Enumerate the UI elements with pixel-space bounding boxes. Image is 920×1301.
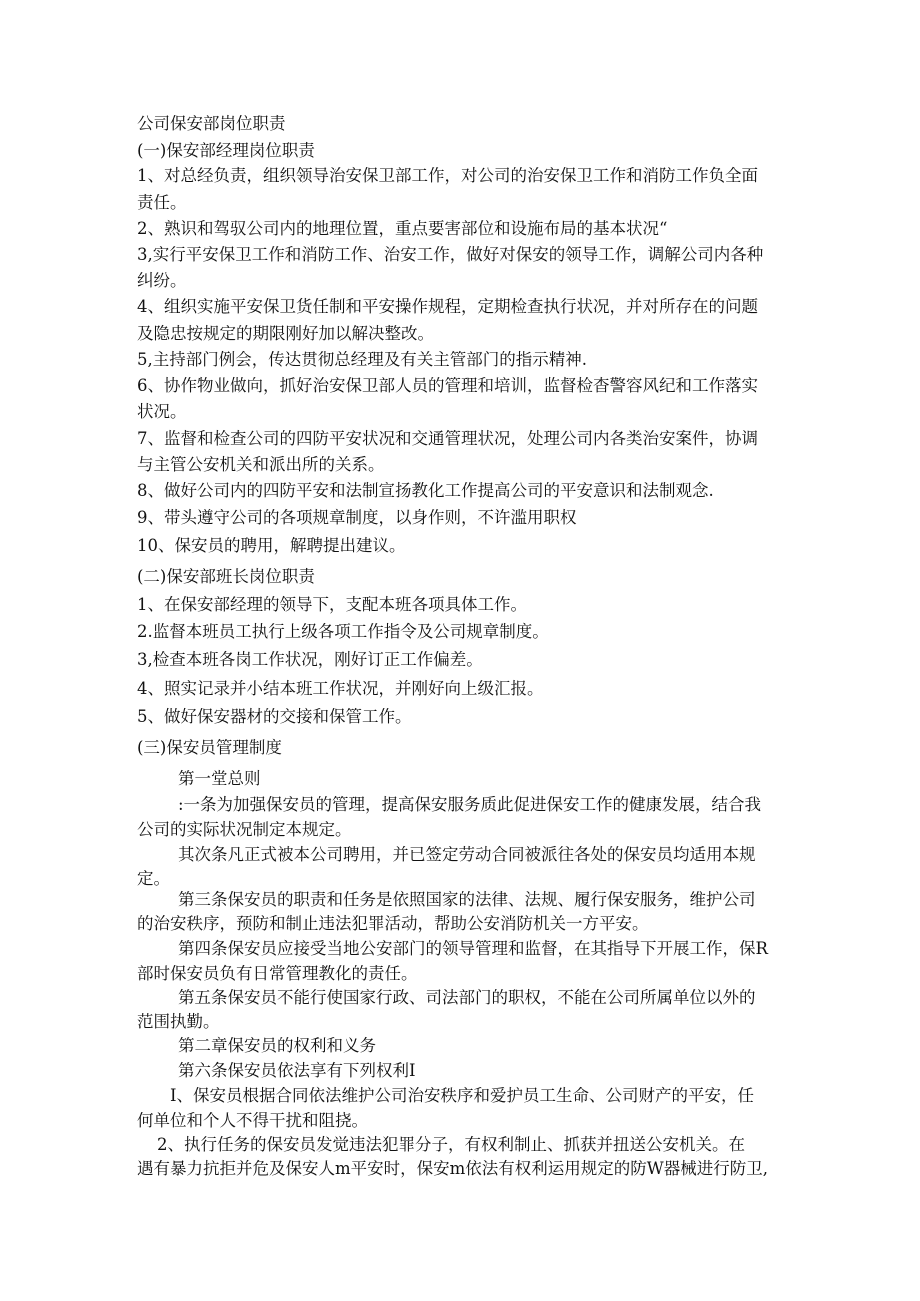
paragraph-line: 7、监督和检查公司的四防平安状况和交通管理状况，处理公司内各类治安案件，协调 xyxy=(137,429,758,448)
paragraph-line: 的治安秩序，预防和制止违法犯罪活动，帮助公安消防机关一方平安。 xyxy=(137,914,649,933)
paragraph-line: 3,检查本班各岗工作状况，刚好订正工作偏差。 xyxy=(137,650,483,669)
paragraph-line: 及隐忠按规定的期限刚好加以解决整改。 xyxy=(137,324,434,343)
paragraph-line: 5、做好保安器材的交接和保管工作。 xyxy=(137,707,412,726)
paragraph-line: 2、熟识和驾驭公司内的地理位置，重点要害部位和设施布局的基本状况“ xyxy=(137,219,668,238)
paragraph-line: 遇有暴力抗拒并危及保安人m平安时，保安m依法有权利运用规定的防W器械进行防卫, xyxy=(137,1159,768,1178)
paragraph-line: 责任。 xyxy=(137,193,187,212)
document-title: 公司保安部岗位职责 xyxy=(137,114,286,133)
paragraph-line: 4、照实记录并小结本班工作状况，并刚好向上级汇报。 xyxy=(137,679,544,698)
paragraph-line: 9、带头遵守公司的各项规章制度，以身作则，不许滥用职权 xyxy=(137,508,577,527)
paragraph-line: 1、在保安部经理的领导下，支配本班各项具体工作。 xyxy=(137,595,527,614)
paragraph-line: 第六条保安员依法享有下列权利I xyxy=(178,1061,416,1080)
paragraph-line: 公司的实际状况制定本规定。 xyxy=(137,820,352,839)
paragraph-line: 定。 xyxy=(137,869,170,888)
paragraph-line: 2.监督本班员工执行上级各项工作指令及公司规章制度。 xyxy=(137,622,549,641)
paragraph-line: 范围执勤。 xyxy=(137,1012,220,1031)
section-heading: (一)保安部经理岗位职责 xyxy=(137,141,315,160)
paragraph-line: 5,主持部门例会，传达贯彻总经理及有关主管部门的指示精神. xyxy=(137,350,587,369)
chapter-heading: 第二章保安员的权利和义务 xyxy=(178,1036,376,1055)
paragraph-line: 2、执行任务的保安员发觉违法犯罪分子，有权利制止、抓获并扭送公安机关。在 xyxy=(157,1135,745,1154)
paragraph-line: 10、保安员的聘用，解聘提出建议。 xyxy=(137,536,406,555)
paragraph-line: 与主管公安机关和派出所的关系。 xyxy=(137,455,385,474)
paragraph-line: 4、组织实施平安保卫货任制和平安操作规程，定期检查执行状况，并对所存在的问题 xyxy=(137,297,758,316)
paragraph-line: 第三条保安员的职责和任务是依照国家的法律、法规、履行保安服务，维护公司 xyxy=(178,890,756,909)
paragraph-line: 部时保安员负有日常管理教化的责任。 xyxy=(137,964,418,983)
paragraph-line: 3,实行平安保卫工作和消防工作、治安工作，做好对保安的领导工作，调解公司内各种 xyxy=(137,245,764,264)
paragraph-line: :一条为加强保安员的管理，提高保安服务质此促进保安工作的健康发展，结合我 xyxy=(178,795,762,814)
paragraph-line: 何单位和个人不得干扰和阻挠。 xyxy=(137,1111,368,1130)
paragraph-line: 纠纷。 xyxy=(137,271,187,290)
paragraph-line: 1、对总经负责，组织领导治安保卫部工作，对公司的治安保卫工作和消防工作负全面 xyxy=(137,166,758,185)
paragraph-line: 8、做好公司内的四防平安和法制宣扬教化工作提高公司的平安意识和法制观念. xyxy=(137,481,714,500)
section-heading: (三)保安员管理制度 xyxy=(137,738,282,757)
section-heading: (二)保安部班长岗位职责 xyxy=(137,567,315,586)
paragraph-line: 其次条凡正式被本公司聘用，并已签定劳动合同被派往各处的保安员均适用本规 xyxy=(178,845,756,864)
paragraph-line: I、保安员根据合同依法维护公司治安秩序和爱护员工生命、公司财产的平安，任 xyxy=(170,1086,755,1105)
paragraph-line: 状况。 xyxy=(137,402,187,421)
paragraph-line: 6、协作物业做向，抓好治安保卫部人员的管理和培训，监督检杳警容风纪和工作落实 xyxy=(137,376,758,395)
paragraph-line: 第四条保安员应接受当地公安部门的领导管理和监督，在其指导下开展工作，保R xyxy=(178,939,768,958)
paragraph-line: 第五条保安员不能行使国家行政、司法部门的职权，不能在公司所属单位以外的 xyxy=(178,988,756,1007)
chapter-heading: 第一堂总则 xyxy=(178,769,261,788)
